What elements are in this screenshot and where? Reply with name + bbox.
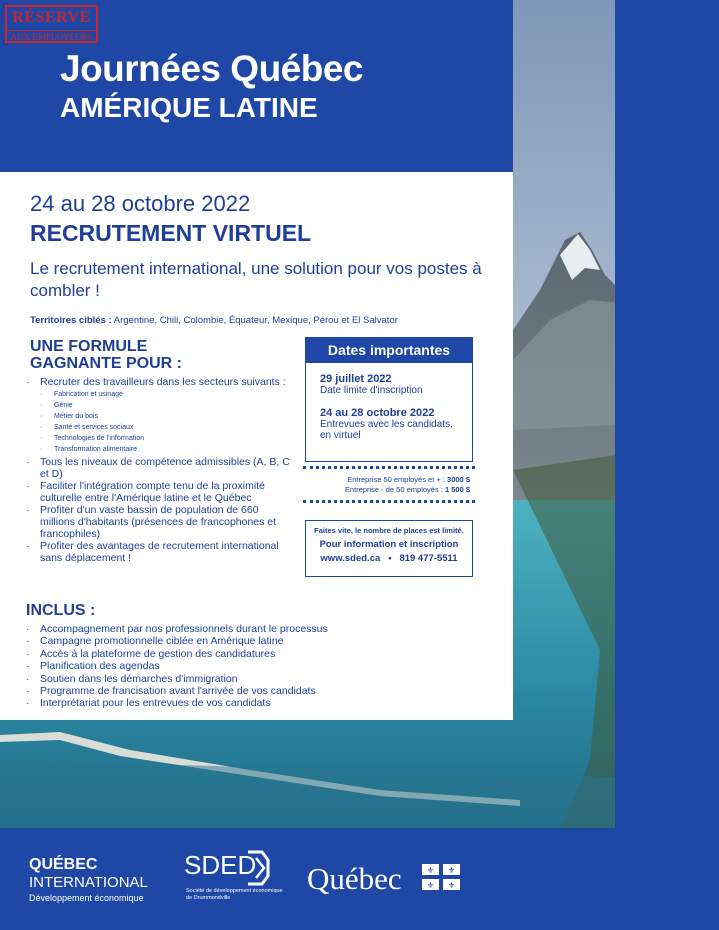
formule-heading bbox=[30, 338, 182, 372]
hero-title: Journées Québec bbox=[60, 48, 364, 89]
sector-item: · Transformation alimentaire bbox=[40, 444, 291, 455]
qi-logo-line1: QUÉBEC bbox=[29, 856, 98, 873]
territories-label: Territoires ciblés : bbox=[30, 315, 112, 326]
quebec-flag-icon bbox=[422, 864, 460, 890]
territories bbox=[30, 315, 398, 326]
formule-item bbox=[26, 376, 291, 455]
sded-logo-icon bbox=[244, 848, 272, 888]
inclus-heading: INCLUS : bbox=[26, 602, 96, 619]
price-block bbox=[303, 466, 475, 500]
dotted-divider bbox=[303, 466, 475, 469]
inclus-item: · Programme de francisation avant l'arrivée de vos candidats bbox=[26, 685, 496, 697]
sector-item: · Métier du bois bbox=[40, 411, 291, 422]
reserved-stamp bbox=[5, 5, 98, 43]
inclus-list bbox=[26, 623, 496, 710]
price-label: Entreprise 50 employés et + : bbox=[347, 475, 445, 484]
qi-logo-line3: Développement économique bbox=[29, 893, 144, 903]
content-card bbox=[0, 172, 513, 720]
sector-item: · Technologies de l'information bbox=[40, 433, 291, 444]
quebec-logo-text: Québec bbox=[307, 861, 402, 896]
formule-item: · Tous les niveaux de compétence admissibles (A, B, C et D) bbox=[26, 456, 291, 480]
footer-logos bbox=[0, 828, 719, 930]
inclus-item: · Accès à la plateforme de gestion des candidatures bbox=[26, 648, 496, 660]
sector-list bbox=[40, 389, 291, 455]
sded-logo-text: SDED bbox=[184, 850, 257, 880]
qi-logo-line2: INTERNATIONAL bbox=[29, 874, 148, 891]
price-label: Entreprise - de 50 employés : bbox=[344, 485, 443, 494]
phone-number[interactable]: 819 477-5511 bbox=[399, 553, 458, 564]
formule-heading-line1: UNE FORMULE bbox=[30, 338, 148, 355]
contact-box bbox=[305, 520, 473, 577]
date-deadline bbox=[320, 374, 472, 396]
header-banner bbox=[0, 0, 513, 172]
inclus-item: · Planification des agendas bbox=[26, 660, 496, 672]
website-link[interactable]: www.sded.ca bbox=[320, 553, 381, 564]
date1: 29 juillet 2022 bbox=[320, 373, 392, 385]
urgency-note: Faites vite, le nombre de places est limité. bbox=[314, 526, 464, 535]
territories-list: Argentine, Chili, Colombie, Équateur, Mexique, Pérou et El Salvator bbox=[113, 315, 398, 326]
date2-desc: Entrevues avec les candidats, en virtuel bbox=[320, 419, 453, 441]
svg-text:⚜: ⚜ bbox=[447, 881, 456, 890]
inclus-item: · Accompagnement par nos professionnels durant le processus bbox=[26, 623, 496, 635]
hero-subtitle: AMÉRIQUE LATINE bbox=[60, 92, 318, 123]
inclus-item: · Campagne promotionnelle ciblée en Amérique latine bbox=[26, 635, 496, 647]
svg-text:⚜: ⚜ bbox=[426, 881, 435, 890]
date-interviews bbox=[320, 408, 460, 441]
sector-item: · Génie bbox=[40, 400, 291, 411]
contact-line bbox=[306, 553, 472, 564]
event-tagline: Le recrutement international, une solution pour vos postes à combler ! bbox=[30, 259, 482, 300]
formule-list bbox=[26, 376, 291, 564]
stamp-line1: RÉSERVÉ bbox=[12, 9, 91, 26]
formule-heading-line2: GAGNANTE POUR : bbox=[30, 355, 182, 372]
sector-item: · Santé et services sociaux bbox=[40, 422, 291, 433]
date2: 24 au 28 octobre 2022 bbox=[320, 407, 435, 419]
event-dates: 24 au 28 octobre 2022 bbox=[30, 191, 251, 216]
date1-desc: Date limite d'inscription bbox=[320, 385, 423, 396]
sded-logo-subtitle: Société de développement économique de Drummondville bbox=[186, 888, 283, 901]
svg-text:⚜: ⚜ bbox=[426, 866, 435, 875]
right-accent-bar bbox=[615, 0, 719, 828]
inclus-item: · Soutien dans les démarches d'immigration bbox=[26, 673, 496, 685]
price-line bbox=[303, 475, 470, 485]
formule-item: · Faciliter l'intégration compte tenu de la proximité culturelle entre l'Amérique latine et le Québec bbox=[26, 480, 291, 504]
important-dates-heading: Dates importantes bbox=[306, 338, 472, 363]
event-headline: RECRUTEMENT VIRTUEL bbox=[30, 220, 312, 246]
price-value: 3000 $ bbox=[447, 475, 470, 484]
dotted-divider bbox=[303, 500, 475, 503]
price-value: 1 500 $ bbox=[444, 485, 470, 494]
contact-info-label: Pour information et inscription bbox=[319, 539, 459, 550]
price-line bbox=[303, 485, 470, 495]
formule-item: · Profiter d'un vaste bassin de population de 660 millions d'habitants (présences de francophones et francophiles) bbox=[26, 504, 291, 540]
stamp-line2: AUX EMPLOYEURS bbox=[7, 30, 96, 42]
important-dates-box bbox=[305, 337, 473, 462]
svg-text:⚜: ⚜ bbox=[447, 866, 456, 875]
formule-item: · Profiter des avantages de recrutement international sans déplacement ! bbox=[26, 540, 291, 564]
inclus-item: · Interprétariat pour les entrevues de vos candidats bbox=[26, 697, 496, 709]
formule-item-text: Recruter des travailleurs dans les secteurs suivants : bbox=[40, 376, 286, 388]
sector-item: · Fabrication et usinage bbox=[40, 389, 291, 400]
contact-separator: • bbox=[388, 553, 392, 564]
